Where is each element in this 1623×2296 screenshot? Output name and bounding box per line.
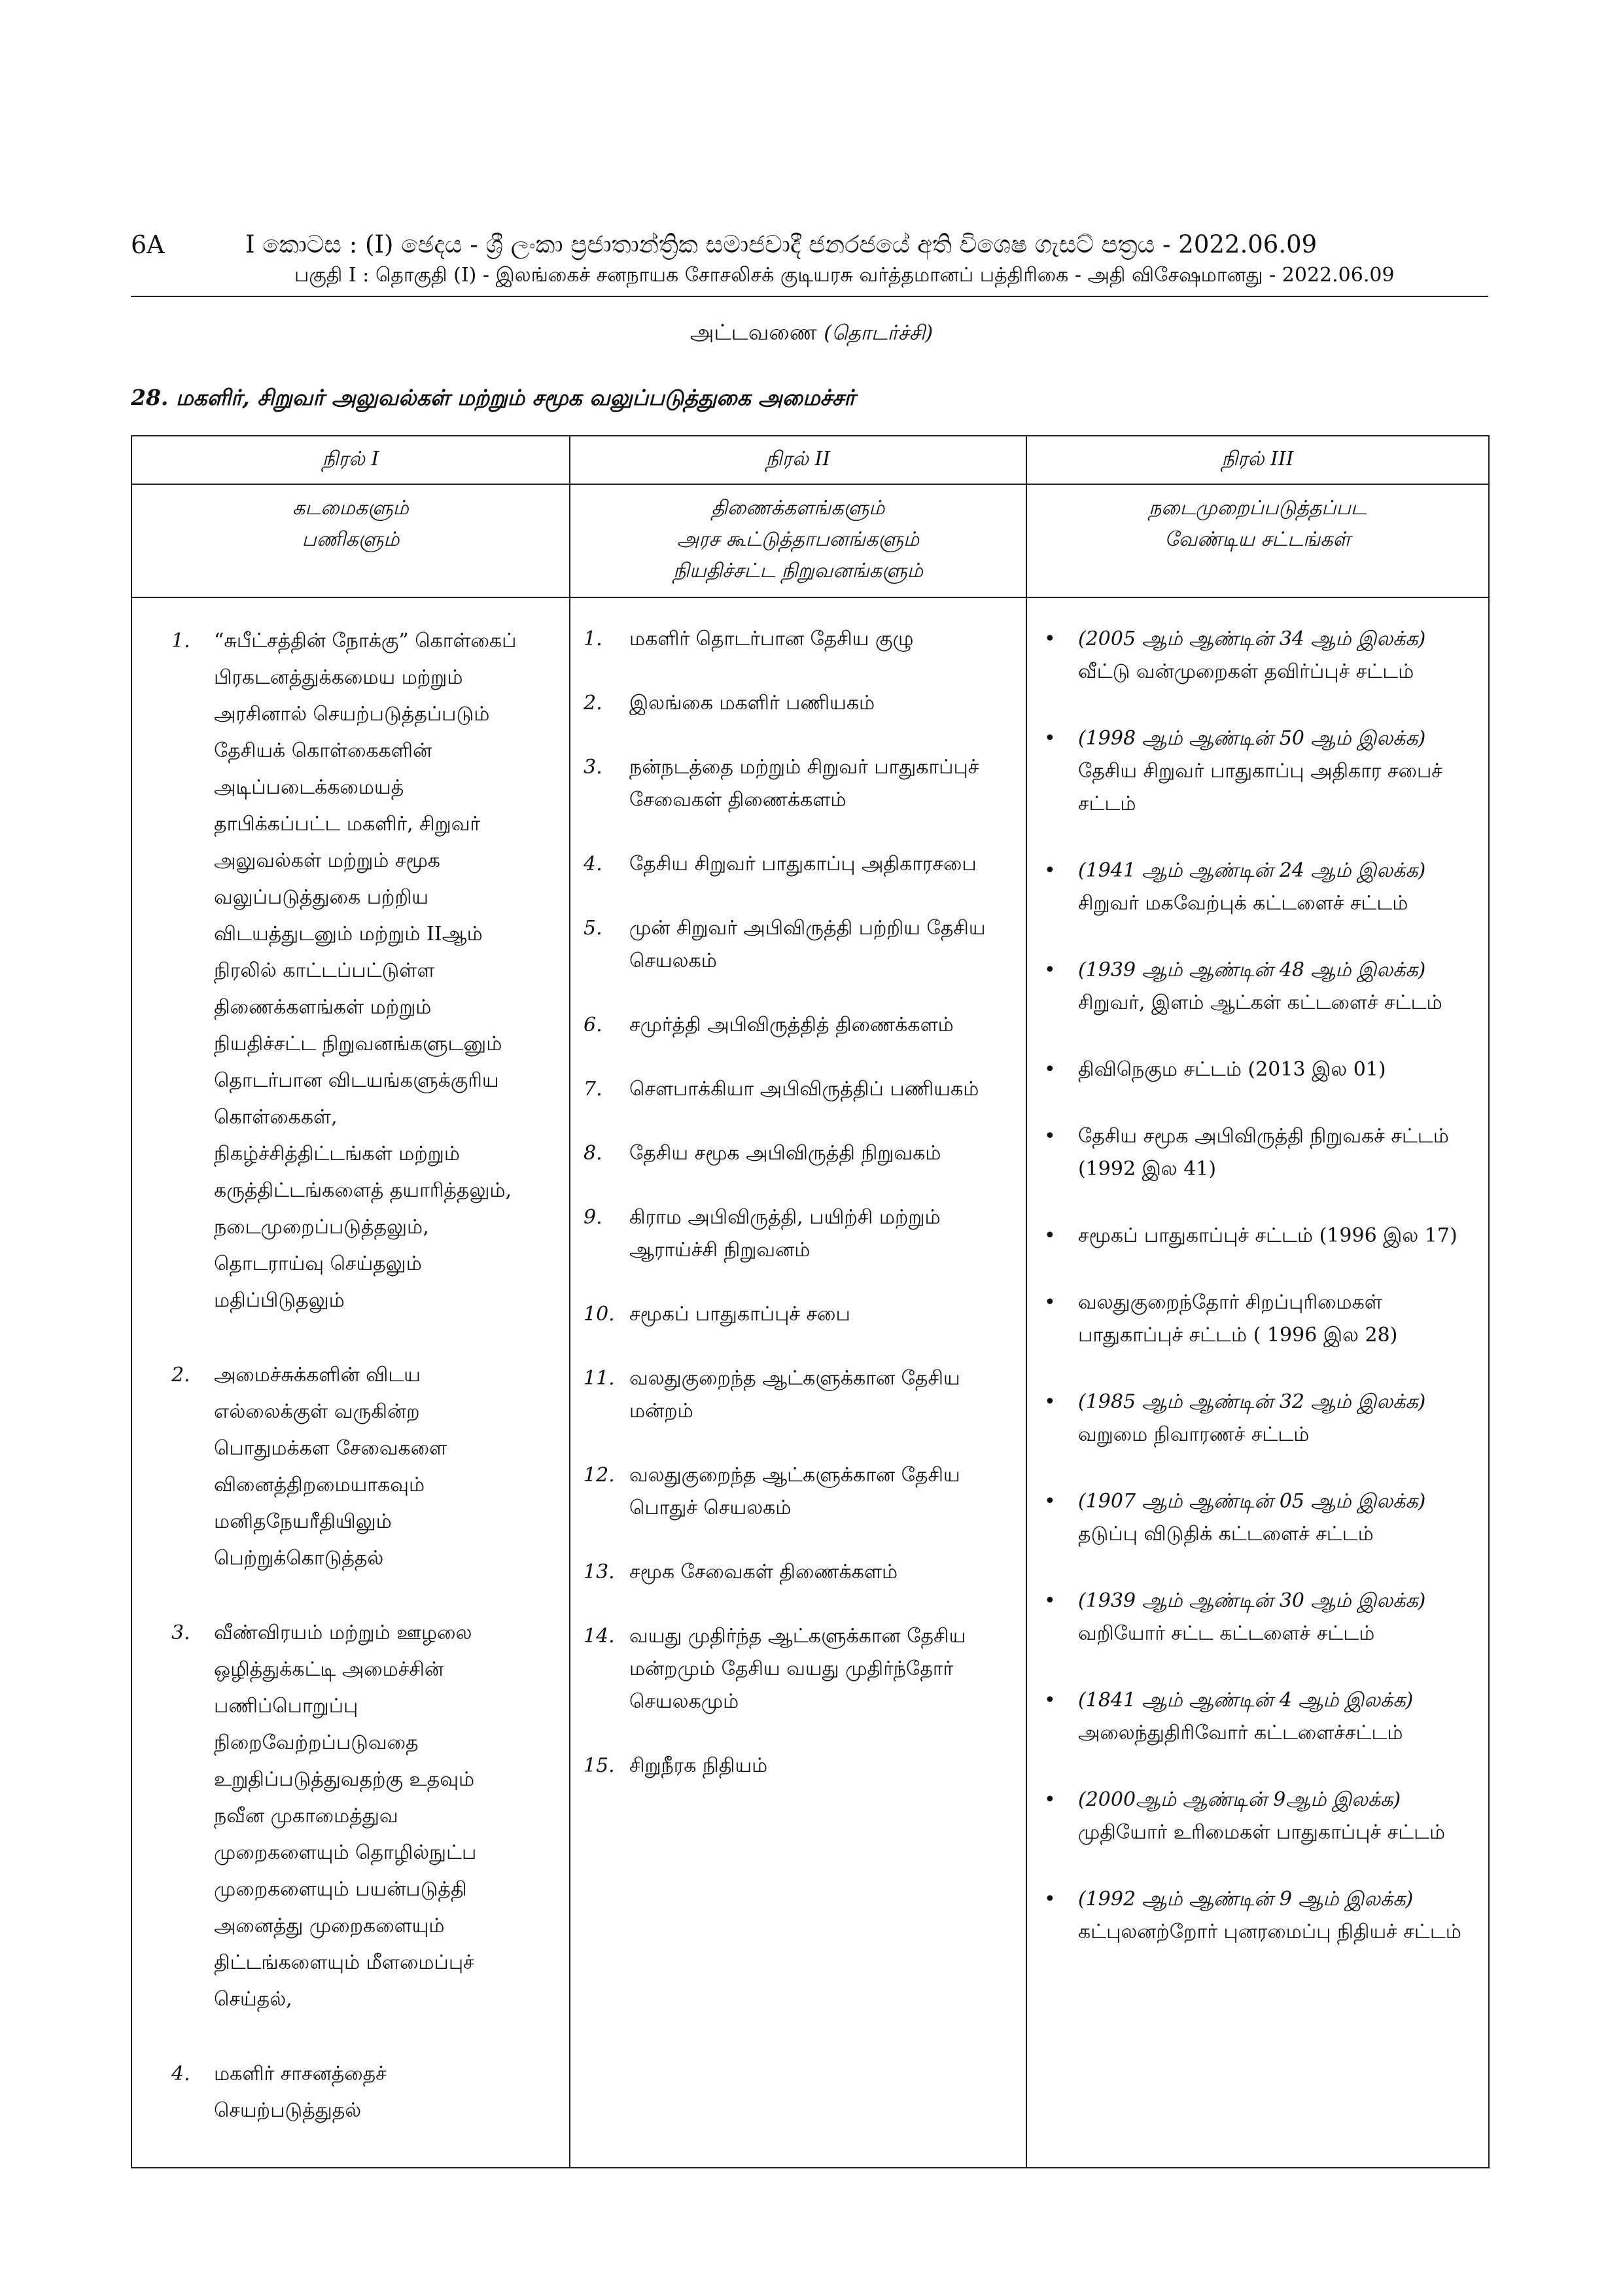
subheading-line: கடமைகளும் bbox=[292, 497, 409, 520]
institution-item bbox=[584, 623, 1017, 656]
law-item bbox=[1044, 855, 1475, 920]
item-text bbox=[1078, 722, 1475, 821]
institution-item bbox=[584, 751, 1017, 817]
bullet-icon: • bbox=[1044, 1788, 1056, 1811]
bullet-icon: • bbox=[1044, 727, 1056, 750]
law-item bbox=[1044, 1053, 1475, 1086]
law-number: (2005 ஆம் ஆண்டின் 34 ஆம் இலக்க) bbox=[1078, 627, 1426, 650]
law-item bbox=[1044, 1684, 1475, 1750]
minister-title: 28. மகளிர், சிறுவர் அலுவல்கள் மற்றும் சமூக வலுப்படுத்துகை அமைச்சர் bbox=[131, 385, 856, 410]
item-number: 1. bbox=[171, 629, 190, 652]
law-item bbox=[1044, 1220, 1475, 1252]
item-text: வீண்விரயம் மற்றும் ஊழலை ஒழித்துக்கட்டி அமைச்சின் பணிப்பொறுப்பு நிறைவேற்றப்படுவதை உறுதிப்படுத்துவதற்கு உதவும் நவீன முகாமைத்துவ முறைகளையும் தொழில்நுட்ப முறைகளையும் பயன்படுத்தி அனைத்து முறைகளையும் திட்டங்களையும் மீளமைப்புச் செய்தல், bbox=[214, 1621, 477, 2011]
law-number: (1907 ஆம் ஆண்டின் 05 ஆம் இலக்க) bbox=[1078, 1490, 1426, 1513]
law-title: வீட்டு வன்முறைகள் தவிர்ப்புச் சட்டம் bbox=[1078, 660, 1414, 683]
subheading-line: நியதிச்சட்ட நிறுவனங்களும் bbox=[673, 559, 923, 582]
institution-item bbox=[584, 1556, 1017, 1589]
item-number: 3. bbox=[171, 1621, 190, 1644]
law-number: (1841 ஆம் ஆண்டின் 4 ஆம் இலக்க) bbox=[1078, 1689, 1414, 1712]
item-text: வயது முதிர்ந்த ஆட்களுக்கான தேசிய மன்றமும் தேசிய வயது முதிர்ந்தோர் செயலகமும் bbox=[629, 1625, 966, 1713]
law-item bbox=[1044, 1784, 1475, 1849]
item-number: 3. bbox=[584, 756, 602, 779]
law-title: தேசிய சிறுவர் பாதுகாப்பு அதிகார சபைச் சட்டம் bbox=[1078, 760, 1442, 815]
law-number: (1998 ஆம் ஆண்டின் 50 ஆம் இலக்க) bbox=[1078, 727, 1426, 750]
item-text bbox=[1078, 954, 1475, 1019]
schedule-title bbox=[0, 319, 1623, 348]
item-text: சிறுநீரக நிதியம் bbox=[629, 1754, 768, 1777]
institution-item bbox=[584, 1073, 1017, 1106]
column-heading-row bbox=[131, 436, 1489, 484]
law-number: (1939 ஆம் ஆண்டின் 30 ஆம் இலக்க) bbox=[1078, 1589, 1426, 1612]
item-number: 6. bbox=[584, 1014, 602, 1036]
law-item bbox=[1044, 1286, 1475, 1352]
law-item bbox=[1044, 1585, 1475, 1650]
schedule-title-text: அட்டவணை bbox=[689, 319, 817, 345]
item-text bbox=[1078, 855, 1475, 920]
item-text: இலங்கை மகளிர் பணியகம் bbox=[629, 692, 875, 715]
laws-column bbox=[1026, 597, 1489, 2168]
item-text: கிராம அபிவிருத்தி, பயிற்சி மற்றும் ஆராய்ச்சி நிறுவனம் bbox=[629, 1206, 941, 1262]
item-number: 8. bbox=[584, 1142, 602, 1165]
law-item bbox=[1044, 1386, 1475, 1451]
page-number: 6A bbox=[131, 230, 165, 259]
law-item bbox=[1044, 1485, 1475, 1551]
law-number: (1941 ஆம் ஆண்டின் 24 ஆம் இலக்க) bbox=[1078, 859, 1426, 882]
bullet-icon: • bbox=[1044, 1589, 1056, 1612]
law-item bbox=[1044, 623, 1475, 688]
column-1-heading: நிரல் I bbox=[131, 436, 570, 484]
institution-item bbox=[584, 1298, 1017, 1331]
schedule-continued: (தொடர்ச்சி) bbox=[824, 321, 934, 345]
item-text bbox=[1078, 1120, 1475, 1186]
law-title: சிறுவர், இளம் ஆட்கள் கட்டளைச் சட்டம் bbox=[1078, 991, 1442, 1014]
item-text bbox=[1078, 1784, 1475, 1849]
law-title: கட்புலனற்றோர் புனரமைப்பு நிதியச் சட்டம் bbox=[1078, 1920, 1461, 1943]
law-number: (2000ஆம் ஆண்டின் 9ஆம் இலக்க) bbox=[1078, 1788, 1401, 1811]
subheading-line: திணைக்களங்களும் bbox=[711, 497, 885, 520]
item-number: 10. bbox=[584, 1303, 615, 1326]
subheading-line: நடைமுறைப்படுத்தப்பட bbox=[1149, 497, 1367, 520]
law-item bbox=[1044, 1120, 1475, 1186]
item-number: 12. bbox=[584, 1464, 615, 1487]
bullet-icon: • bbox=[1044, 1888, 1056, 1911]
item-text bbox=[1078, 1386, 1475, 1451]
law-title: முதியோர் உரிமைகள் பாதுகாப்புச் சட்டம் bbox=[1078, 1821, 1446, 1844]
institution-item bbox=[584, 912, 1017, 978]
item-text: சௌபாக்கியா அபிவிருத்திப் பணியகம் bbox=[629, 1078, 979, 1101]
item-text bbox=[1078, 1485, 1475, 1551]
duty-item bbox=[171, 1615, 560, 2018]
institution-item bbox=[584, 1620, 1017, 1718]
law-title: வலதுகுறைந்தோர் சிறப்புரிமைகள் பாதுகாப்புச் சட்டம் ( 1996 இல 28) bbox=[1078, 1291, 1398, 1347]
law-number: (1985 ஆம் ஆண்டின் 32 ஆம் இலக்க) bbox=[1078, 1390, 1426, 1413]
bullet-icon: • bbox=[1044, 1490, 1056, 1513]
law-title: தடுப்பு விடுதிக் கட்டளைச் சட்டம் bbox=[1078, 1523, 1374, 1545]
institution-item bbox=[584, 1459, 1017, 1525]
header-divider bbox=[131, 296, 1488, 297]
item-text: முன் சிறுவர் அபிவிருத்தி பற்றிய தேசிய செயலகம் bbox=[629, 917, 986, 972]
item-number: 15. bbox=[584, 1754, 615, 1777]
law-title: அலைந்துதிரிவோர் கட்டளைச்சட்டம் bbox=[1078, 1722, 1403, 1744]
item-text bbox=[1078, 1053, 1475, 1086]
item-number: 7. bbox=[584, 1078, 602, 1101]
law-item bbox=[1044, 1883, 1475, 1949]
bullet-icon: • bbox=[1044, 1224, 1056, 1247]
item-text: வலதுகுறைந்த ஆட்களுக்கான தேசிய பொதுச் செயலகம் bbox=[629, 1464, 960, 1519]
law-title: வறியோர் சட்ட கட்டளைச் சட்டம் bbox=[1078, 1622, 1375, 1645]
bullet-icon: • bbox=[1044, 959, 1056, 981]
item-text bbox=[1078, 1286, 1475, 1352]
item-number: 4. bbox=[171, 2062, 190, 2085]
institution-item bbox=[584, 1362, 1017, 1428]
item-text bbox=[1078, 1220, 1475, 1252]
content-row bbox=[131, 597, 1489, 2168]
item-number: 11. bbox=[584, 1367, 615, 1390]
item-number: 1. bbox=[584, 627, 602, 650]
item-text: சமூகப் பாதுகாப்புச் சபை bbox=[629, 1303, 850, 1326]
law-title: சமூகப் பாதுகாப்புச் சட்டம் (1996 இல 17) bbox=[1078, 1224, 1457, 1247]
item-number: 4. bbox=[584, 853, 602, 875]
bullet-icon: • bbox=[1044, 1390, 1056, 1413]
header-tamil: பகுதி I : தொகுதி (I) - இலங்கைச் சனநாயக சோசலிசக் குடியரசு வர்த்தமானப் பத்திரிகை - அதி விசேஷமானது - 2022.06.09 bbox=[294, 264, 1395, 287]
bullet-icon: • bbox=[1044, 1689, 1056, 1712]
institution-item bbox=[584, 1009, 1017, 1042]
item-number: 14. bbox=[584, 1625, 615, 1648]
column-2-heading: நிரல் II bbox=[570, 436, 1026, 484]
item-text bbox=[1078, 623, 1475, 688]
law-title: தேசிய சமூக அபிவிருத்தி நிறுவகச் சட்டம் (1992 இல 41) bbox=[1078, 1125, 1449, 1180]
item-number: 13. bbox=[584, 1561, 615, 1583]
item-text: அமைச்சுக்களின் விடய எல்லைக்குள் வருகின்ற பொதுமக்கள சேவைகளை வினைத்திறமையாகவும் மனிதநேயரீதியிலும் பெற்றுக்கொடுத்தல் bbox=[214, 1364, 447, 1570]
item-number: 5. bbox=[584, 917, 602, 940]
item-text bbox=[1078, 1883, 1475, 1949]
bullet-icon: • bbox=[1044, 627, 1056, 650]
item-text: வலதுகுறைந்த ஆட்களுக்கான தேசிய மன்றம் bbox=[629, 1367, 960, 1422]
item-text: சமுர்த்தி அபிவிருத்தித் திணைக்களம் bbox=[629, 1014, 954, 1036]
item-text: நன்நடத்தை மற்றும் சிறுவர் பாதுகாப்புச் சேவைகள் திணைக்களம் bbox=[629, 756, 979, 811]
item-number: 2. bbox=[171, 1364, 190, 1386]
column-1-subheading bbox=[131, 484, 570, 597]
item-text: தேசிய சிறுவர் பாதுகாப்பு அதிகாரசபை bbox=[629, 853, 977, 875]
duty-item bbox=[171, 623, 560, 1319]
institution-item bbox=[584, 1201, 1017, 1267]
institutions-column bbox=[570, 597, 1026, 2168]
column-2-subheading bbox=[570, 484, 1026, 597]
subheading-line: பணிகளும் bbox=[302, 528, 400, 551]
column-3-subheading bbox=[1026, 484, 1489, 597]
bullet-icon: • bbox=[1044, 1058, 1056, 1081]
law-title: வறுமை நிவாரணச் சட்டம் bbox=[1078, 1423, 1310, 1446]
bullet-icon: • bbox=[1044, 1125, 1056, 1148]
bullet-icon: • bbox=[1044, 1291, 1056, 1314]
column-subheading-row bbox=[131, 484, 1489, 597]
law-title: சிறுவர் மகவேற்புக் கட்டளைச் சட்டம் bbox=[1078, 892, 1408, 915]
duty-item bbox=[171, 2056, 560, 2129]
subheading-line: அரச கூட்டுத்தாபனங்களும் bbox=[676, 528, 920, 551]
item-text bbox=[1078, 1585, 1475, 1650]
institution-item bbox=[584, 1750, 1017, 1782]
item-number: 2. bbox=[584, 692, 602, 715]
item-number: 9. bbox=[584, 1206, 602, 1229]
item-text bbox=[1078, 1684, 1475, 1750]
bullet-icon: • bbox=[1044, 859, 1056, 882]
institution-item bbox=[584, 687, 1017, 720]
header-sinhala: I කොටස : (I) ඡෙදය - ශ්‍රී ලංකා ප්‍රජාතාන්ත්‍රික සමාජවාදී ජනරජයේ අති විශෙෂ ගැසට් පත්‍රය - 2022.06.09 bbox=[245, 230, 1318, 258]
schedule-table bbox=[131, 435, 1490, 2168]
law-number: (1992 ஆம் ஆண்டின் 9 ஆம் இலக்க) bbox=[1078, 1888, 1414, 1911]
item-text: தேசிய சமூக அபிவிருத்தி நிறுவகம் bbox=[629, 1142, 941, 1165]
item-text: மகளிர் சாசனத்தைச் செயற்படுத்துதல் bbox=[214, 2062, 387, 2122]
institution-item bbox=[584, 1137, 1017, 1170]
subheading-line: வேண்டிய சட்டங்கள் bbox=[1164, 528, 1351, 551]
law-number: (1939 ஆம் ஆண்டின் 48 ஆம் இலக்க) bbox=[1078, 959, 1426, 981]
duties-column bbox=[131, 597, 570, 2168]
law-item bbox=[1044, 954, 1475, 1019]
item-text: மகளிர் தொடர்பான தேசிய குழு bbox=[629, 627, 914, 650]
item-text: “சுபீட்சத்தின் நோக்கு” கொள்கைப் பிரகடனத்துக்கமைய மற்றும் அரசினால் செயற்படுத்தப்படும் தேசியக் கொள்கைகளின் அடிப்படைக்கமையத் தாபிக்கப்பட்ட மகளிர், சிறுவர் அலுவல்கள் மற்றும் சமூக வலுப்படுத்துகை பற்றிய விடயத்துடனும் மற்றும் IIஆம் நிரலில் காட்டப்பட்டுள்ள திணைக்களங்கள் மற்றும் நியதிச்சட்ட நிறுவனங்களுடனும் தொடர்பான விடயங்களுக்குரிய கொள்கைகள், நிகழ்ச்சித்திட்டங்கள் மற்றும் கருத்திட்டங்களைத் தயாரித்தலும், நடைமுறைப்படுத்தலும், தொடராய்வு செய்தலும் மதிப்பிடுதலும் bbox=[214, 629, 517, 1312]
item-text: சமூக சேவைகள் திணைக்களம் bbox=[629, 1561, 898, 1583]
institution-item bbox=[584, 848, 1017, 881]
law-title: திவிநெகும சட்டம் (2013 இல 01) bbox=[1078, 1058, 1386, 1081]
column-3-heading: நிரல் III bbox=[1026, 436, 1489, 484]
law-item bbox=[1044, 722, 1475, 821]
duty-item bbox=[171, 1357, 560, 1577]
